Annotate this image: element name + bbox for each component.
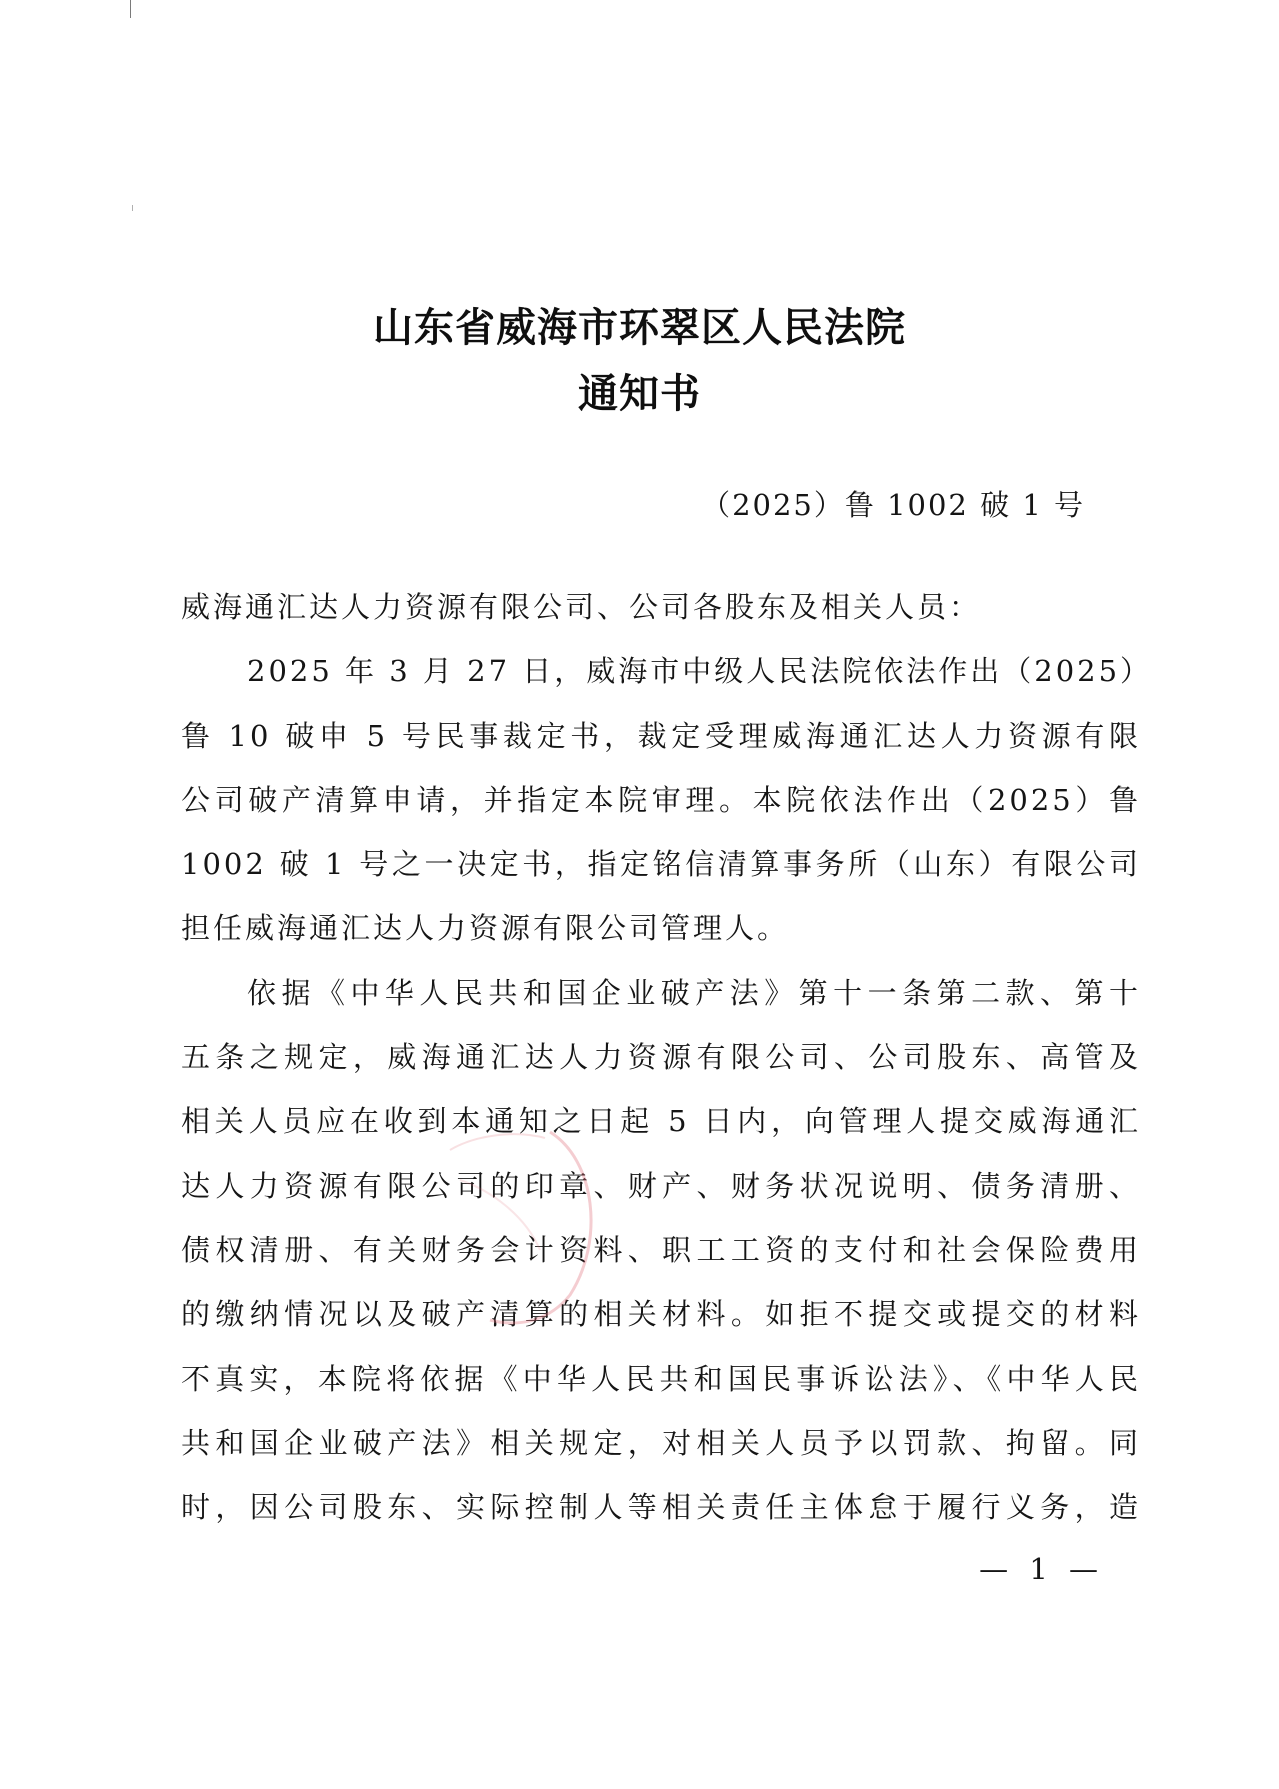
scan-edge-mark: [132, 205, 133, 211]
paragraph-line: 的缴纳情况以及破产清算的相关材料。如拒不提交或提交的材料: [181, 1297, 1141, 1332]
paragraph-line: 2025 年 3 月 27 日，威海市中级人民法院依法作出（2025）: [247, 654, 1153, 689]
paragraph-line: 不真实，本院将依据《中华人民共和国民事诉讼法》、《中华人民: [181, 1361, 1141, 1396]
paragraph-line: 依据《中华人民共和国企业破产法》第十一条第二款、第十: [247, 975, 1141, 1010]
paragraph-line: 公司破产清算申请，并指定本院审理。本院依法作出（2025）鲁: [181, 782, 1141, 817]
paragraph-line: 相关人员应在收到本通知之日起 5 日内，向管理人提交威海通汇: [181, 1104, 1141, 1139]
paragraph-line: 债权清册、有关财务会计资料、职工工资的支付和社会保险费用: [181, 1232, 1141, 1267]
paragraph-line: 共和国企业破产法》相关规定，对相关人员予以罚款、拘留。同: [181, 1425, 1141, 1460]
paragraph-line: 担任威海通汇达人力资源有限公司管理人。: [181, 911, 790, 946]
page-number: — 1 —: [979, 1552, 1104, 1586]
paragraph-line: 五条之规定，威海通汇达人力资源有限公司、公司股东、高管及: [181, 1040, 1141, 1075]
case-number: （2025）鲁 1002 破 1 号: [701, 488, 1085, 522]
paragraph-line: 1002 破 1 号之一决定书，指定铭信清算事务所（山东）有限公司: [181, 847, 1141, 882]
paragraph-line: 时，因公司股东、实际控制人等相关责任主体怠于履行义务，造: [181, 1490, 1141, 1525]
addressee-line: 威海通汇达人力资源有限公司、公司各股东及相关人员：: [181, 590, 982, 624]
paragraph-line: 达人力资源有限公司的印章、财产、财务状况说明、债务清册、: [181, 1168, 1141, 1203]
scan-edge-mark: [130, 0, 131, 18]
notice-body: [181, 575, 1153, 1539]
paragraph-line: 鲁 10 破申 5 号民事裁定书，裁定受理威海通汇达人力资源有限: [181, 718, 1141, 753]
faded-seal-stamp: [430, 1120, 600, 1330]
document-type-heading: 通知书: [578, 371, 701, 417]
court-title-block: [0, 296, 1279, 353]
court-name-heading: 山东省威海市环翠区人民法院: [373, 305, 906, 351]
doc-type-block: [0, 362, 1279, 419]
